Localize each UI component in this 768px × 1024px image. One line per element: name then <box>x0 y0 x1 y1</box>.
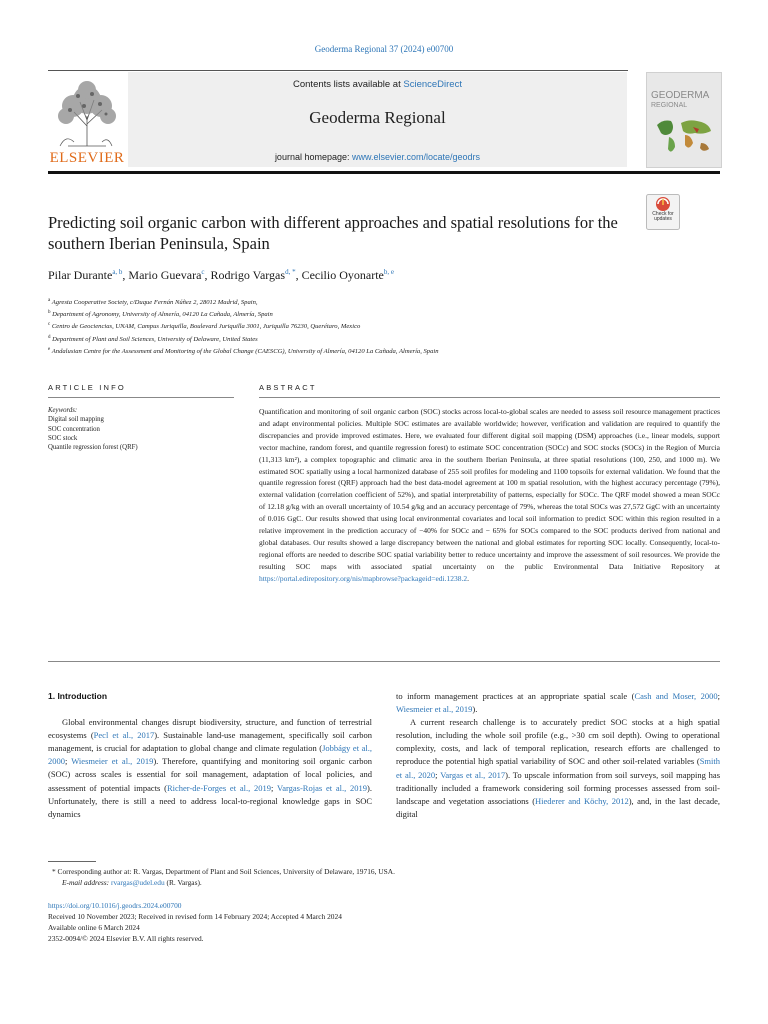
journal-title: Geoderma Regional <box>309 108 446 127</box>
abstract-divider <box>259 397 720 398</box>
email-link[interactable]: rvargas@udel.edu <box>111 878 165 887</box>
author-affiliation-sup[interactable]: d, * <box>285 268 296 276</box>
header-top-rule <box>48 70 628 71</box>
intro-paragraph: A current research challenge is to accurately predict SOC stocks at a high spatial resolution, including the whole soil profile (e.g., >30 cm soil depth). Owing to operational complexity, costs, and lack of temporal replication, research efforts are challenged to reproduce the potential high spatial variability of SOC and other soil-related variables (Smith et al., 2020; Vargas et al., 2017). To upscale information from soil surveys, soil mapping has traditionally included a framework considering soil forming processes assessed from soil-landscape and vegetation associations (Hiederer and Köchy, 2012), and, in the last decade, digital <box>396 717 720 819</box>
citation-link[interactable]: Wiesmeier et al., 2019 <box>71 756 154 767</box>
repository-link[interactable]: https://portal.edirepository.org/nis/mapbrowse?packageid=edi.1238.2 <box>259 573 468 583</box>
copyright: 2352-0094/© 2024 Elsevier B.V. All rights reserved. <box>48 934 204 943</box>
keyword-item: SOC stock <box>48 434 78 442</box>
author-name[interactable]: Rodrigo Vargas <box>210 268 286 282</box>
citation-link[interactable]: Vargas et al., 2017 <box>440 769 506 780</box>
article-info-divider <box>48 397 234 398</box>
intro-paragraph: to inform management practices at an appropriate spatial scale (Cash and Moser, 2000; Wiesmeier et al., 2019). <box>396 691 720 715</box>
elsevier-wordmark: ELSEVIER <box>49 150 125 166</box>
author-affiliation-sup[interactable]: b, e <box>383 268 394 276</box>
citation-link[interactable]: Pecl et al., 2017 <box>93 730 155 741</box>
keyword-item: SOC concentration <box>48 425 100 433</box>
affiliation-item: $^a$ Agresta Cooperative Society, c/Duque Fernán Núñez 2, 28012 Madrid, Spain, <box>48 298 258 307</box>
cover-title: GEODERMA REGIONAL <box>651 90 710 109</box>
citation-link[interactable]: Wiesmeier et al., 2019 <box>396 704 473 715</box>
citation-link[interactable]: Jobbágy et al., 2000 <box>48 743 372 767</box>
author-name[interactable]: Pilar Durante <box>48 268 113 282</box>
author-name[interactable]: Cecilio Oyonarte <box>301 268 384 282</box>
affiliation-item: $^e$ Andalusian Centre for the Assessment and Monitoring of the Global Change (CAESCG), University of Almería, 04120 La Cañada, Almería, Spain <box>48 346 439 355</box>
author-affiliation-sup[interactable]: c <box>201 268 205 276</box>
publication-details <box>48 900 720 944</box>
intro-paragraph: Global environmental changes disrupt biodiversity, structure, and function of terrestrial ecosystems (Pecl et al., 2017). Sustainable land-use management, specifically soil carbon management, is crucial for adaptation to global change and climate regulation (Jobbágy et al., 2000; Wiesmeier et al., 2019). Therefore, quantifying and monitoring soil organic carbon (SOC) across scales is essential for soil management, adaptation of local policies, and assessment of potential impacts (Richer-de-Forges et al., 2019; Vargas-Rojas et al., 2019). Unfortunately, there is still a need to address local-to-regional knowledge gaps in SOC dynamics <box>48 717 373 819</box>
header-bottom-rule <box>48 171 720 174</box>
available-online: Available online 6 March 2024 <box>48 923 140 932</box>
corresponding-author-note: * Corresponding author at: R. Vargas, Department of Plant and Soil Sciences, University of Delaware, 19716, USA. E-mail address: rvargas@udel.edu (R. Vargas). <box>52 867 395 887</box>
world-map-icon <box>653 113 715 159</box>
article-title: Predicting soil organic carbon with different approaches and spatial resolutions for the southern Iberian Peninsula, Spain <box>48 213 618 253</box>
author-affiliation-sup[interactable]: a, b <box>112 268 123 276</box>
abstract-heading: ABSTRACT <box>259 383 317 392</box>
citation-link[interactable]: Hiederer and Köchy, 2012 <box>535 795 629 806</box>
citation-link[interactable]: Richer-de-Forges et al., 2019 <box>166 782 271 793</box>
journal-reference[interactable]: Geoderma Regional 37 (2024) e00700 <box>314 44 454 54</box>
keyword-item: Quantile regression forest (QRF) <box>48 444 138 452</box>
citation-link[interactable]: Vargas-Rojas et al., 2019 <box>277 782 368 793</box>
affiliation-item: $^c$ Centro de Geociencias, UNAM, Campus Juriquilla, Boulevard Juriquilla 3001, Juriquilla 76230, Querétaro, Mexico <box>48 322 361 331</box>
citation-link[interactable]: Cash and Moser, 2000 <box>634 691 718 701</box>
author-name[interactable]: Mario Guevara <box>128 268 202 282</box>
keywords-block <box>48 406 228 452</box>
footnote-rule <box>48 861 96 862</box>
affiliation-item: $^d$ Department of Plant and Soil Sciences, University of Delaware, United States <box>48 334 258 343</box>
doi-link[interactable]: https://doi.org/10.1016/j.geodrs.2024.e00700 <box>48 901 182 910</box>
journal-cover[interactable] <box>646 72 722 168</box>
keyword-item: Digital soil mapping <box>48 416 104 424</box>
homepage-link[interactable]: www.elsevier.com/locate/geodrs <box>352 152 481 162</box>
affiliation-item: $^b$ Department of Agronomy, University of Almería, 04120 La Cañada, Almería, Spain <box>48 310 273 319</box>
author-list: Pilar Durante$^{a, b}$, Mario Guevara$^c$, Rodrigo Vargas$^{d, *}$, Cecilio Oyonarte$^{b, e}$ <box>48 268 394 282</box>
intro-left-column <box>48 690 372 821</box>
check-for-updates-label: Check for updates <box>652 211 674 222</box>
affiliations <box>48 296 688 357</box>
sciencedirect-link[interactable]: ScienceDirect <box>403 79 462 90</box>
journal-homepage: journal homepage: www.elsevier.com/locate/geodrs <box>274 152 481 162</box>
abstract-text: Quantification and monitoring of soil organic carbon (SOC) stocks across local-to-global scales are needed to assess soil resource management practices and adapt environmental policies. Multiple SOC estimates are available worldwide; however, verification and validation are required to quantify the discrepancies and provide improved estimates. Here, we evaluated four different digital soil mapping (DSM) approaches (i.e., linear models, support vector machine, random forest, and quantile regression forest) to estimate SOC concentration (SOCc) and SOC stocks (SOCs) in the Region of Murcia (11,313 km²), a complex topographic and climatic area in the southern Iberian Peninsula, at three spatial resolutions (100, 250, and 1000 m). We estimated SOC spatially using a local harmonized database of 255 soil profiles for modeling and 1100 topsoils for external validation. We found that the quantile regression forest (QRF) approach had the best data-model agreement at 100 m spatial resolution, with the highest accuracy percentage (79%), external validation (correlation coefficient of 52%), and spatial interpretability of patterns, especially for SOCc. The QRF model showed a mean SOCc of 12.18 g/kg with an overall uncertainty of 10.54 g/kg and an accuracy percentage of 79%, whereas the total SOCs was 27,572 GgC with an uncertainty of 0.016 GgC. Our results showed that using local environmental covariates and local soil information to predict SOC within this region resulted in a relative improvement in the prediction accuracy of −40% for SOCc and − 65% for SOCs compared to the SOC products derived from national and global databases. Our results showed a large discrepancy between the national and global estimates for reporting SOC locally. Consequently, local-to-regional efforts are needed to describe SOC spatial variability better to reduce uncertainty and improve the assessment of soil resources. We provide the resulting SOC maps with associated spatial uncertainty on the public Environmental Data Initiative Repository at https://portal.edirepository.org/nis/mapbrowse?packageid=edi.1238.2. <box>259 407 720 583</box>
introduction-heading: 1. Introduction <box>48 691 108 701</box>
contents-availability: Contents lists available at ScienceDirect <box>293 79 462 90</box>
received-dates: Received 10 November 2023; Received in revised form 14 February 2024; Accepted 4 March 2024 <box>48 912 342 921</box>
citation-link[interactable]: Smith et al., 2020 <box>396 756 720 780</box>
keywords-label: Keywords: <box>48 407 78 414</box>
intro-right-column <box>396 690 720 821</box>
abstract-end-divider <box>48 661 720 662</box>
article-info-heading: ARTICLE INFO <box>48 383 126 392</box>
